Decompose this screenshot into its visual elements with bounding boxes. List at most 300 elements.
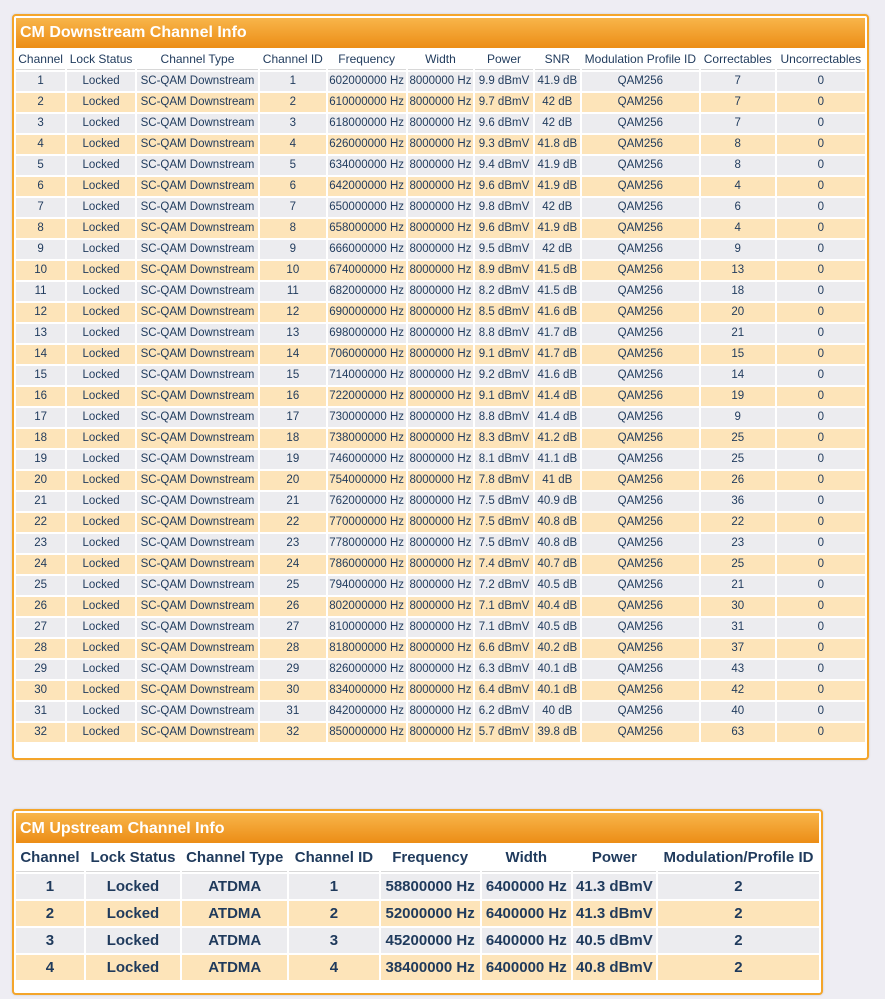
downstream-cell: 8000000 Hz: [408, 702, 474, 721]
downstream-cell: 40 dB: [535, 702, 580, 721]
downstream-cell: 0: [777, 177, 865, 196]
upstream-cell: 2: [16, 901, 84, 926]
downstream-cell: 4: [701, 177, 775, 196]
downstream-header-row: [16, 50, 865, 70]
downstream-cell: 698000000 Hz: [328, 324, 406, 343]
downstream-cell: Locked: [67, 324, 135, 343]
downstream-cell: 9.1 dBmV: [475, 387, 532, 406]
downstream-cell: SC-QAM Downstream: [137, 345, 258, 364]
upstream-table: [14, 843, 821, 982]
downstream-cell: 25: [701, 555, 775, 574]
downstream-cell: 27: [260, 618, 326, 637]
downstream-cell: Locked: [67, 198, 135, 217]
downstream-cell: Locked: [67, 471, 135, 490]
upstream-cell: 2: [658, 874, 819, 899]
downstream-cell: 0: [777, 429, 865, 448]
downstream-cell: Locked: [67, 681, 135, 700]
downstream-cell: SC-QAM Downstream: [137, 114, 258, 133]
downstream-cell: 14: [16, 345, 65, 364]
downstream-cell: 8000000 Hz: [408, 261, 474, 280]
downstream-cell: 0: [777, 156, 865, 175]
downstream-cell: QAM256: [582, 618, 699, 637]
downstream-cell: 602000000 Hz: [328, 72, 406, 91]
downstream-cell: QAM256: [582, 156, 699, 175]
upstream-cell: 45200000 Hz: [381, 928, 480, 953]
downstream-cell: Locked: [67, 660, 135, 679]
downstream-cell: SC-QAM Downstream: [137, 576, 258, 595]
downstream-cell: 18: [16, 429, 65, 448]
downstream-cell: 19: [260, 450, 326, 469]
downstream-cell: 0: [777, 93, 865, 112]
downstream-cell: 8000000 Hz: [408, 219, 474, 238]
downstream-cell: 3: [260, 114, 326, 133]
downstream-cell: Locked: [67, 345, 135, 364]
downstream-cell: 8000000 Hz: [408, 135, 474, 154]
upstream-cell: 38400000 Hz: [381, 955, 480, 980]
downstream-cell: 7.2 dBmV: [475, 576, 532, 595]
downstream-cell: 0: [777, 240, 865, 259]
downstream-cell: 7: [701, 93, 775, 112]
downstream-cell: 15: [701, 345, 775, 364]
downstream-cell: SC-QAM Downstream: [137, 177, 258, 196]
downstream-cell: Locked: [67, 429, 135, 448]
downstream-table-row: [16, 303, 865, 322]
downstream-cell: 32: [260, 723, 326, 742]
downstream-cell: 6.3 dBmV: [475, 660, 532, 679]
downstream-cell: 8000000 Hz: [408, 555, 474, 574]
downstream-cell: SC-QAM Downstream: [137, 681, 258, 700]
downstream-cell: 0: [777, 219, 865, 238]
downstream-cell: Locked: [67, 303, 135, 322]
downstream-cell: 4: [701, 219, 775, 238]
downstream-cell: SC-QAM Downstream: [137, 618, 258, 637]
downstream-table-row: [16, 114, 865, 133]
downstream-cell: QAM256: [582, 72, 699, 91]
downstream-cell: Locked: [67, 723, 135, 742]
downstream-cell: QAM256: [582, 261, 699, 280]
downstream-cell: 0: [777, 408, 865, 427]
downstream-cell: 23: [260, 534, 326, 553]
downstream-cell: 9.6 dBmV: [475, 177, 532, 196]
upstream-header-row: [16, 845, 819, 872]
downstream-cell: SC-QAM Downstream: [137, 198, 258, 217]
downstream-cell: SC-QAM Downstream: [137, 93, 258, 112]
downstream-cell: 850000000 Hz: [328, 723, 406, 742]
downstream-cell: 8000000 Hz: [408, 282, 474, 301]
downstream-cell: 9.9 dBmV: [475, 72, 532, 91]
downstream-cell: 10: [16, 261, 65, 280]
downstream-cell: 9: [701, 408, 775, 427]
downstream-cell: 30: [701, 597, 775, 616]
downstream-cell: 682000000 Hz: [328, 282, 406, 301]
upstream-column-header: Channel: [16, 845, 84, 872]
downstream-cell: 0: [777, 282, 865, 301]
upstream-cell: 3: [289, 928, 378, 953]
downstream-cell: 9.4 dBmV: [475, 156, 532, 175]
upstream-cell: ATDMA: [182, 955, 287, 980]
downstream-cell: QAM256: [582, 366, 699, 385]
downstream-cell: 0: [777, 114, 865, 133]
downstream-cell: 0: [777, 303, 865, 322]
downstream-cell: 4: [260, 135, 326, 154]
downstream-cell: SC-QAM Downstream: [137, 366, 258, 385]
downstream-cell: 5: [16, 156, 65, 175]
downstream-table-row: [16, 387, 865, 406]
downstream-cell: 634000000 Hz: [328, 156, 406, 175]
downstream-cell: 20: [260, 471, 326, 490]
upstream-cell: 6400000 Hz: [482, 901, 571, 926]
downstream-cell: 41.9 dB: [535, 156, 580, 175]
downstream-table-row: [16, 72, 865, 91]
downstream-cell: Locked: [67, 597, 135, 616]
downstream-cell: 25: [260, 576, 326, 595]
downstream-cell: 0: [777, 198, 865, 217]
downstream-cell: 0: [777, 261, 865, 280]
downstream-cell: 666000000 Hz: [328, 240, 406, 259]
downstream-cell: SC-QAM Downstream: [137, 72, 258, 91]
downstream-cell: 40.1 dB: [535, 681, 580, 700]
downstream-cell: 8000000 Hz: [408, 387, 474, 406]
downstream-cell: 21: [260, 492, 326, 511]
downstream-cell: 7: [260, 198, 326, 217]
downstream-cell: 9.1 dBmV: [475, 345, 532, 364]
downstream-cell: 41.7 dB: [535, 324, 580, 343]
downstream-cell: QAM256: [582, 345, 699, 364]
upstream-cell: 58800000 Hz: [381, 874, 480, 899]
downstream-cell: 40.8 dB: [535, 513, 580, 532]
downstream-cell: 9: [701, 240, 775, 259]
downstream-column-header: Channel ID: [260, 50, 326, 70]
downstream-cell: 29: [16, 660, 65, 679]
downstream-cell: 31: [701, 618, 775, 637]
downstream-cell: Locked: [67, 555, 135, 574]
downstream-cell: Locked: [67, 702, 135, 721]
downstream-cell: QAM256: [582, 639, 699, 658]
downstream-cell: 41.2 dB: [535, 429, 580, 448]
downstream-cell: QAM256: [582, 492, 699, 511]
downstream-cell: 40: [701, 702, 775, 721]
downstream-cell: SC-QAM Downstream: [137, 513, 258, 532]
downstream-cell: 650000000 Hz: [328, 198, 406, 217]
downstream-column-header: Channel Type: [137, 50, 258, 70]
downstream-table-row: [16, 366, 865, 385]
downstream-cell: 30: [16, 681, 65, 700]
downstream-cell: QAM256: [582, 576, 699, 595]
downstream-cell: QAM256: [582, 534, 699, 553]
downstream-cell: Locked: [67, 177, 135, 196]
downstream-cell: 802000000 Hz: [328, 597, 406, 616]
downstream-cell: 29: [260, 660, 326, 679]
downstream-cell: 9.3 dBmV: [475, 135, 532, 154]
downstream-cell: 610000000 Hz: [328, 93, 406, 112]
downstream-cell: 5: [260, 156, 326, 175]
downstream-cell: 40.2 dB: [535, 639, 580, 658]
downstream-cell: 0: [777, 618, 865, 637]
downstream-cell: 40.5 dB: [535, 576, 580, 595]
downstream-cell: 23: [16, 534, 65, 553]
downstream-cell: Locked: [67, 534, 135, 553]
downstream-cell: 26: [260, 597, 326, 616]
downstream-table-row: [16, 324, 865, 343]
downstream-cell: SC-QAM Downstream: [137, 723, 258, 742]
downstream-cell: 9.7 dBmV: [475, 93, 532, 112]
downstream-cell: 6.2 dBmV: [475, 702, 532, 721]
downstream-cell: 8: [701, 156, 775, 175]
downstream-cell: 18: [701, 282, 775, 301]
downstream-cell: Locked: [67, 240, 135, 259]
downstream-cell: 0: [777, 471, 865, 490]
downstream-cell: 0: [777, 534, 865, 553]
downstream-cell: QAM256: [582, 555, 699, 574]
downstream-cell: Locked: [67, 639, 135, 658]
downstream-cell: SC-QAM Downstream: [137, 261, 258, 280]
downstream-cell: 6.6 dBmV: [475, 639, 532, 658]
downstream-cell: Locked: [67, 513, 135, 532]
downstream-cell: QAM256: [582, 135, 699, 154]
downstream-cell: Locked: [67, 408, 135, 427]
upstream-cell: 40.5 dBmV: [573, 928, 656, 953]
downstream-cell: 8000000 Hz: [408, 324, 474, 343]
downstream-cell: 8000000 Hz: [408, 156, 474, 175]
upstream-cell: 52000000 Hz: [381, 901, 480, 926]
upstream-cell: 2: [658, 928, 819, 953]
downstream-column-header: Channel: [16, 50, 65, 70]
downstream-cell: 8000000 Hz: [408, 366, 474, 385]
downstream-cell: QAM256: [582, 177, 699, 196]
downstream-cell: 618000000 Hz: [328, 114, 406, 133]
downstream-cell: 0: [777, 135, 865, 154]
downstream-cell: 42: [701, 681, 775, 700]
upstream-panel: [12, 809, 823, 995]
downstream-cell: 8000000 Hz: [408, 429, 474, 448]
downstream-column-header: Frequency: [328, 50, 406, 70]
downstream-cell: 8000000 Hz: [408, 597, 474, 616]
downstream-column-header: SNR: [535, 50, 580, 70]
downstream-cell: QAM256: [582, 513, 699, 532]
downstream-table-row: [16, 282, 865, 301]
upstream-table-row: [16, 901, 819, 926]
downstream-cell: QAM256: [582, 219, 699, 238]
downstream-cell: 0: [777, 324, 865, 343]
downstream-cell: 16: [260, 387, 326, 406]
downstream-cell: 8.8 dBmV: [475, 324, 532, 343]
downstream-cell: 6: [16, 177, 65, 196]
downstream-cell: 0: [777, 387, 865, 406]
upstream-column-header: Lock Status: [86, 845, 180, 872]
downstream-cell: QAM256: [582, 303, 699, 322]
downstream-cell: 42 dB: [535, 240, 580, 259]
downstream-cell: 30: [260, 681, 326, 700]
downstream-cell: SC-QAM Downstream: [137, 282, 258, 301]
downstream-table-row: [16, 345, 865, 364]
downstream-cell: 8: [701, 135, 775, 154]
upstream-title: CM Upstream Channel Info: [16, 813, 819, 843]
downstream-cell: 12: [16, 303, 65, 322]
downstream-cell: 690000000 Hz: [328, 303, 406, 322]
downstream-table-row: [16, 219, 865, 238]
downstream-cell: 722000000 Hz: [328, 387, 406, 406]
downstream-cell: QAM256: [582, 660, 699, 679]
downstream-cell: 25: [16, 576, 65, 595]
downstream-cell: 2: [16, 93, 65, 112]
downstream-cell: QAM256: [582, 471, 699, 490]
downstream-cell: 41.4 dB: [535, 408, 580, 427]
downstream-cell: 0: [777, 702, 865, 721]
downstream-cell: 40.4 dB: [535, 597, 580, 616]
downstream-cell: 63: [701, 723, 775, 742]
downstream-cell: 20: [16, 471, 65, 490]
downstream-cell: 8000000 Hz: [408, 660, 474, 679]
downstream-cell: QAM256: [582, 681, 699, 700]
downstream-cell: 1: [260, 72, 326, 91]
downstream-cell: 43: [701, 660, 775, 679]
downstream-cell: 7.5 dBmV: [475, 492, 532, 511]
downstream-cell: 40.5 dB: [535, 618, 580, 637]
downstream-cell: QAM256: [582, 429, 699, 448]
downstream-column-header: Power: [475, 50, 532, 70]
downstream-table-row: [16, 639, 865, 658]
downstream-column-header: Uncorrectables: [777, 50, 865, 70]
downstream-cell: SC-QAM Downstream: [137, 219, 258, 238]
downstream-cell: 8000000 Hz: [408, 345, 474, 364]
upstream-cell: 6400000 Hz: [482, 955, 571, 980]
downstream-cell: 826000000 Hz: [328, 660, 406, 679]
downstream-table-row: [16, 597, 865, 616]
downstream-cell: 8000000 Hz: [408, 177, 474, 196]
downstream-cell: 12: [260, 303, 326, 322]
downstream-cell: QAM256: [582, 198, 699, 217]
downstream-cell: 37: [701, 639, 775, 658]
downstream-cell: 31: [16, 702, 65, 721]
downstream-cell: 25: [701, 429, 775, 448]
downstream-table-row: [16, 135, 865, 154]
upstream-column-header: Channel ID: [289, 845, 378, 872]
downstream-cell: 8000000 Hz: [408, 240, 474, 259]
downstream-cell: 5.7 dBmV: [475, 723, 532, 742]
downstream-table-row: [16, 429, 865, 448]
downstream-cell: 42 dB: [535, 93, 580, 112]
downstream-cell: 8.5 dBmV: [475, 303, 532, 322]
downstream-cell: QAM256: [582, 240, 699, 259]
downstream-cell: 0: [777, 576, 865, 595]
downstream-cell: 6: [701, 198, 775, 217]
downstream-cell: 8000000 Hz: [408, 408, 474, 427]
downstream-cell: 13: [16, 324, 65, 343]
downstream-cell: 41.4 dB: [535, 387, 580, 406]
downstream-cell: 8000000 Hz: [408, 639, 474, 658]
downstream-cell: SC-QAM Downstream: [137, 450, 258, 469]
downstream-cell: QAM256: [582, 93, 699, 112]
upstream-cell: 2: [658, 901, 819, 926]
downstream-cell: 8000000 Hz: [408, 450, 474, 469]
downstream-column-header: Correctables: [701, 50, 775, 70]
downstream-panel: [12, 14, 869, 760]
downstream-cell: 8.1 dBmV: [475, 450, 532, 469]
upstream-cell: 41.3 dBmV: [573, 874, 656, 899]
downstream-cell: 40.1 dB: [535, 660, 580, 679]
downstream-cell: SC-QAM Downstream: [137, 660, 258, 679]
downstream-cell: 13: [701, 261, 775, 280]
upstream-cell: 40.8 dBmV: [573, 955, 656, 980]
downstream-cell: 24: [16, 555, 65, 574]
downstream-cell: 15: [260, 366, 326, 385]
upstream-table-row: [16, 928, 819, 953]
downstream-cell: SC-QAM Downstream: [137, 156, 258, 175]
downstream-cell: 10: [260, 261, 326, 280]
downstream-cell: QAM256: [582, 387, 699, 406]
downstream-cell: 36: [701, 492, 775, 511]
downstream-cell: Locked: [67, 156, 135, 175]
downstream-cell: SC-QAM Downstream: [137, 597, 258, 616]
downstream-title: CM Downstream Channel Info: [16, 18, 865, 48]
downstream-cell: Locked: [67, 72, 135, 91]
downstream-cell: 0: [777, 513, 865, 532]
downstream-cell: 7.5 dBmV: [475, 534, 532, 553]
downstream-cell: SC-QAM Downstream: [137, 492, 258, 511]
downstream-table-row: [16, 450, 865, 469]
downstream-cell: 41.9 dB: [535, 219, 580, 238]
upstream-column-header: Width: [482, 845, 571, 872]
downstream-table-row: [16, 156, 865, 175]
downstream-table-row: [16, 471, 865, 490]
downstream-cell: 9: [16, 240, 65, 259]
downstream-cell: 794000000 Hz: [328, 576, 406, 595]
downstream-table-row: [16, 492, 865, 511]
downstream-cell: 8.2 dBmV: [475, 282, 532, 301]
downstream-table-row: [16, 576, 865, 595]
downstream-cell: 42 dB: [535, 198, 580, 217]
downstream-table-row: [16, 534, 865, 553]
downstream-table-row: [16, 660, 865, 679]
upstream-cell: ATDMA: [182, 928, 287, 953]
upstream-column-header: Frequency: [381, 845, 480, 872]
downstream-cell: 8000000 Hz: [408, 681, 474, 700]
downstream-cell: 8000000 Hz: [408, 723, 474, 742]
downstream-cell: 14: [260, 345, 326, 364]
downstream-cell: 17: [260, 408, 326, 427]
downstream-cell: 0: [777, 366, 865, 385]
downstream-cell: 8000000 Hz: [408, 492, 474, 511]
downstream-cell: 842000000 Hz: [328, 702, 406, 721]
downstream-cell: 40.9 dB: [535, 492, 580, 511]
downstream-cell: 3: [16, 114, 65, 133]
downstream-cell: Locked: [67, 114, 135, 133]
downstream-cell: 13: [260, 324, 326, 343]
upstream-cell: Locked: [86, 928, 180, 953]
downstream-cell: Locked: [67, 576, 135, 595]
downstream-cell: 32: [16, 723, 65, 742]
downstream-cell: 41 dB: [535, 471, 580, 490]
downstream-table-row: [16, 240, 865, 259]
downstream-cell: 7: [701, 72, 775, 91]
downstream-table-row: [16, 723, 865, 742]
downstream-cell: 714000000 Hz: [328, 366, 406, 385]
downstream-cell: SC-QAM Downstream: [137, 534, 258, 553]
downstream-cell: 834000000 Hz: [328, 681, 406, 700]
upstream-cell: 2: [289, 901, 378, 926]
downstream-cell: QAM256: [582, 723, 699, 742]
downstream-cell: 21: [701, 324, 775, 343]
downstream-cell: 41.5 dB: [535, 261, 580, 280]
downstream-cell: 8000000 Hz: [408, 534, 474, 553]
downstream-cell: 23: [701, 534, 775, 553]
downstream-cell: QAM256: [582, 324, 699, 343]
downstream-cell: 6: [260, 177, 326, 196]
downstream-cell: Locked: [67, 450, 135, 469]
downstream-cell: 0: [777, 597, 865, 616]
downstream-cell: SC-QAM Downstream: [137, 135, 258, 154]
downstream-cell: QAM256: [582, 702, 699, 721]
